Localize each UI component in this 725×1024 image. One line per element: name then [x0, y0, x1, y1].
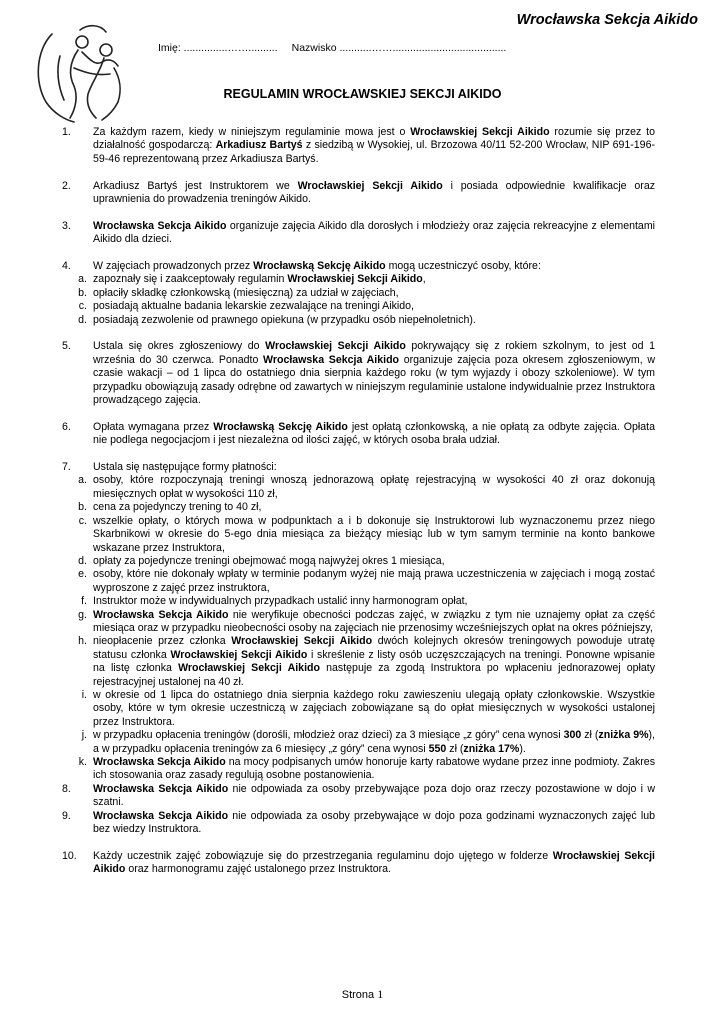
subitem-text: [93, 689, 655, 729]
subitem-text: [93, 273, 655, 286]
item-text: [93, 220, 655, 247]
text-run: i skreślenie z listy osób uczęszczających na treningi. Ponowne wpisanie na listę członka: [93, 648, 655, 675]
bold-text: Wrocławskiej Sekcji Aikido: [297, 179, 443, 192]
paragraph-gap: [62, 247, 655, 260]
paragraph-gap: [62, 166, 655, 179]
page-label: Strona: [341, 989, 375, 1001]
regulation-item: [62, 260, 655, 273]
bold-text: Wrocławskiej Sekcji Aikido: [93, 849, 655, 876]
subitem-letter: a.: [78, 273, 87, 286]
item-number: 6.: [62, 420, 71, 433]
page-footer: [0, 987, 725, 1002]
text-run: ,: [422, 273, 426, 286]
bold-text: 550: [428, 742, 447, 755]
subitem-letter: a.: [78, 474, 87, 487]
regulations-list: [62, 126, 655, 877]
regulation-subitem: [62, 729, 655, 756]
item-number: 1.: [62, 126, 71, 138]
paragraph-gap: [62, 836, 655, 849]
text-run: zł (: [446, 742, 464, 755]
regulation-subitem: [62, 273, 655, 286]
text-run: posiadają aktualne badania lekarskie zezwalające na treningi Aikido,: [93, 300, 414, 313]
subitem-letter: i.: [81, 688, 87, 701]
text-run: Ustala się okres zgłoszeniowy do: [93, 340, 266, 353]
item-number: 8.: [62, 782, 71, 795]
text-run: dwóch kolejnych okresów treningowych powoduje utratę statusu członka: [93, 635, 655, 661]
bold-text: Wrocławskiej Sekcji Aikido: [231, 635, 373, 648]
name-fields: [158, 42, 506, 54]
text-run: rozumie się przez to działalność gospodarczą:: [93, 126, 656, 152]
subitem-text: [93, 501, 655, 514]
subitem-letter: c.: [78, 514, 87, 527]
text-run: z siedzibą w Wysokiej, ul. Brzozowa 40/11 52-200 Wrocław, NIP 691-196-59-46 reprezentowaną przez Arkadiusza Bartyś.: [93, 139, 655, 165]
bold-text: Wrocławskiej Sekcji Aikido: [170, 648, 308, 661]
bold-text: Arkadiusz Bartyś: [215, 139, 303, 152]
last-name-field[interactable]: Nazwisko ...........…….......................................: [291, 42, 507, 54]
regulation-subitem: [62, 756, 655, 783]
subitem-letter: h.: [78, 635, 87, 648]
subitem-text: [93, 609, 655, 636]
text-run: nie odpowiada za osoby przebywające poza dojo oraz rzeczy pozostawione w dojo i w szatni.: [93, 782, 655, 809]
item-text: [93, 260, 655, 273]
item-text: [93, 180, 655, 207]
text-run: Ustala się następujące formy płatności:: [93, 461, 277, 474]
text-run: organizuje zajęcia poza okresem zgłoszeniowym, w czasie wakacji – od 1 lipca do ostatniego dnia sierpnia każdego roku (w tym wyjazdy i obozy szkoleniowe). W tym przypadku obowiązują zasady odrębne od zawartych w niniejszym regulaminie ustalone indywidualnie przez Instruktora prowadzącego zajęcia.: [93, 353, 655, 407]
regulation-item: [62, 126, 655, 166]
text-run: ).: [519, 742, 526, 755]
page-number: 1: [377, 987, 384, 1001]
item-text: [93, 340, 655, 407]
text-run: następuje za zgodą Instruktora po wpłaceniu jednorazowej opłaty rejestracyjnej ustalonej na 40 zł.: [93, 662, 656, 688]
item-number: 3.: [62, 219, 71, 232]
regulation-subitem: [62, 635, 655, 689]
bold-text: Wrocławskiej Sekcji Aikido: [410, 126, 550, 138]
text-run: posiadają zezwolenie od prawnego opiekuna (w przypadku osób niepełnoletnich).: [93, 313, 476, 326]
item-text: [93, 810, 655, 837]
bold-text: Wrocławska Sekcja Aikido: [263, 353, 400, 366]
regulation-item: [62, 220, 655, 247]
regulation-subitem: [62, 515, 655, 555]
item-number: 2.: [62, 179, 71, 192]
bold-text: zniżka 17%: [463, 742, 520, 755]
subitem-text: [93, 515, 655, 555]
text-run: zapoznały się i zaakceptowały regulamin: [93, 273, 288, 286]
bold-text: Wrocławskiej Sekcji Aikido: [287, 273, 423, 286]
subitem-letter: j.: [81, 729, 87, 742]
text-run: W zajęciach prowadzonych przez: [93, 260, 254, 273]
aikido-figures-logo: [30, 16, 138, 126]
text-run: nie odpowiada za osoby przebywające w dojo poza godzinami wyznaczonych zajęć lub bez wiedzy Instruktora.: [93, 809, 655, 836]
regulation-item: [62, 461, 655, 474]
text-run: cena za pojedynczy trening to 40 zł,: [93, 501, 262, 514]
regulation-subitem: [62, 300, 655, 313]
subitem-letter: g.: [78, 608, 87, 621]
text-run: na mocy podpisanych umów honoruje karty rabatowe wydane przez inne podmioty. Zakres ich stosowania oraz zasady regulują osobne postanowienia.: [93, 756, 655, 782]
bold-text: Wrocławska Sekcja Aikido: [93, 782, 229, 795]
text-run: i posiada odpowiednie kwalifikacje oraz uprawnienia do prowadzenia treningów Aikido.: [93, 179, 656, 206]
item-text: [93, 783, 655, 810]
text-run: oraz harmonogramu zajęć ustalonego przez Instruktora.: [125, 863, 391, 876]
subitem-text: [93, 287, 655, 300]
regulation-subitem: [62, 501, 655, 514]
item-text: [93, 126, 655, 166]
text-run: organizuje zajęcia Aikido dla dorosłych i młodzieży oraz zajęcia rekreacyjne z elementami Aikido dla dzieci.: [93, 219, 655, 246]
subitem-text: [93, 635, 655, 689]
subitem-letter: b.: [78, 501, 87, 514]
subitem-letter: k.: [78, 756, 87, 768]
regulation-subitem: [62, 568, 655, 595]
paragraph-gap: [62, 206, 655, 219]
subitem-text: [93, 568, 655, 595]
first-name-field[interactable]: Imię: ...............……..........: [158, 42, 278, 54]
regulation-subitem: [62, 314, 655, 327]
regulation-subitem: [62, 689, 655, 729]
subitem-text: [93, 756, 655, 783]
regulation-subitem: [62, 474, 655, 501]
subitem-letter: e.: [78, 568, 87, 581]
regulation-subitem: [62, 287, 655, 300]
item-text: [93, 850, 655, 877]
regulation-subitem: [62, 555, 655, 568]
regulation-item: [62, 340, 655, 407]
bold-text: Wrocławska Sekcja Aikido: [93, 809, 229, 822]
text-run: opłaty za pojedyncze treningi obejmować mogą najwyżej okres 1 miesiąca,: [93, 554, 445, 567]
text-run: ), a w przypadku opłacenia treningów za 6 miesięcy „z góry” cena wynosi: [93, 729, 655, 755]
bold-text: Wrocławskiej Sekcji Aikido: [265, 340, 406, 353]
text-run: w okresie od 1 lipca do ostatniego dnia sierpnia każdego roku zawieszeniu ulegają opłaty członkowskie. Wszystkie osoby, które w tym okresie uczestniczą w zajęciach zobowiązane są do opłat miesięcznych w wysokości ustalonej przez Instruktora.: [93, 688, 655, 728]
subitem-letter: b.: [78, 286, 87, 299]
regulation-item: [62, 180, 655, 207]
bold-text: zniżka 9%: [598, 729, 649, 742]
regulation-item: [62, 783, 655, 810]
bold-text: Wrocławska Sekcja Aikido: [93, 219, 227, 232]
subitem-letter: d.: [78, 313, 87, 326]
subitem-text: [93, 300, 655, 313]
subitem-text: [93, 314, 655, 327]
subitem-text: [93, 555, 655, 568]
text-run: Instruktor może w indywidualnych przypadkach ustalić inny harmonogram opłat,: [93, 595, 468, 608]
text-run: Za każdym razem, kiedy w niniejszym regulaminie mowa jest o: [93, 126, 411, 138]
text-run: Arkadiusz Bartyś jest Instruktorem we: [93, 179, 298, 192]
regulation-item: [62, 810, 655, 837]
subitem-text: [93, 474, 655, 501]
item-number: 7.: [62, 461, 71, 474]
text-run: w przypadku opłacenia treningów (dorośli, młodzież oraz dzieci) za 3 miesiące „z góry” cena wynosi: [93, 729, 564, 742]
text-run: nie weryfikuje obecności podczas zajęć, w związku z tym nie uznajemy opłat za część miesiąca oraz w przypadku nieobecności osoby na zajęciach nie przenosimy wcześniejszych opłat na okres późniejszy,: [93, 608, 655, 634]
text-run: zł (: [581, 729, 599, 742]
item-number: 9.: [62, 809, 71, 822]
text-run: osoby, które rozpoczynają treningi wnoszą jednorazową opłatę rejestracyjną w wysokości 40 zł oraz dokonują miesięcznych opłat w wysokości 110 zł,: [93, 474, 655, 500]
text-run: nieopłacenie przez członka: [93, 635, 232, 648]
item-number: 5.: [62, 340, 71, 353]
item-text: [93, 461, 655, 474]
text-run: opłaciły składkę członkowską (miesięczną) za udział w zajęciach,: [93, 286, 399, 299]
subitem-text: [93, 595, 655, 608]
paragraph-gap: [62, 327, 655, 340]
bold-text: Wrocławską Sekcję Aikido: [213, 420, 348, 433]
regulation-item: [62, 421, 655, 448]
organization-name: Wrocławska Sekcja Aikido: [516, 12, 698, 28]
item-number: 4.: [62, 260, 71, 273]
text-run: osoby, które nie dokonały wpłaty w terminie podanym wyżej nie mają prawa uczestniczenia w zajęciach i mogą zostać wyproszone z zajęć przez instruktora,: [93, 568, 655, 594]
text-run: pokrywający się z rokiem szkolnym, to jest od 1 września do 30 czerwca. Ponadto: [93, 340, 655, 366]
regulation-item: [62, 850, 655, 877]
document-title: REGULAMIN WROCŁAWSKIEJ SEKCJI AIKIDO: [223, 87, 502, 101]
item-number: 10.: [62, 849, 77, 862]
bold-text: Wrocławską Sekcję Aikido: [253, 260, 386, 273]
text-run: jest opłatą członkowską, a nie opłatą za odbyte zajęcia. Opłata nie podlega negocjacjom i jest niezależna od ilości zajęć, w których osoba brała udział.: [93, 420, 655, 447]
text-run: Opłata wymagana przez: [93, 420, 214, 433]
item-text: [93, 421, 655, 448]
text-run: mogą uczestniczyć osoby, które:: [385, 260, 541, 273]
regulation-subitem: [62, 609, 655, 636]
paragraph-gap: [62, 448, 655, 461]
subitem-letter: f.: [81, 595, 87, 608]
bold-text: 300: [563, 729, 582, 742]
regulation-subitem: [62, 595, 655, 608]
bold-text: Wrocławska Sekcja Aikido: [93, 608, 229, 621]
text-run: Każdy uczestnik zajęć zobowiązuje się do przestrzegania regulaminu dojo ujętego w folderze: [93, 849, 553, 862]
paragraph-gap: [62, 407, 655, 420]
subitem-letter: d.: [78, 554, 87, 567]
subitem-letter: c.: [78, 300, 87, 313]
text-run: wszelkie opłaty, o których mowa w podpunktach a i b dokonuje się Instruktorowi lub wyznaczonemu przez niego Skarbnikowi w okresie do 5-ego dnia miesiąca za bieżący miesiąc lub w tym samym terminie na konto bankowe wskazane przez Instruktora,: [93, 514, 655, 554]
bold-text: Wrocławskiej Sekcji Aikido: [178, 662, 320, 675]
bold-text: Wrocławska Sekcja Aikido: [93, 756, 226, 768]
subitem-text: [93, 729, 655, 756]
